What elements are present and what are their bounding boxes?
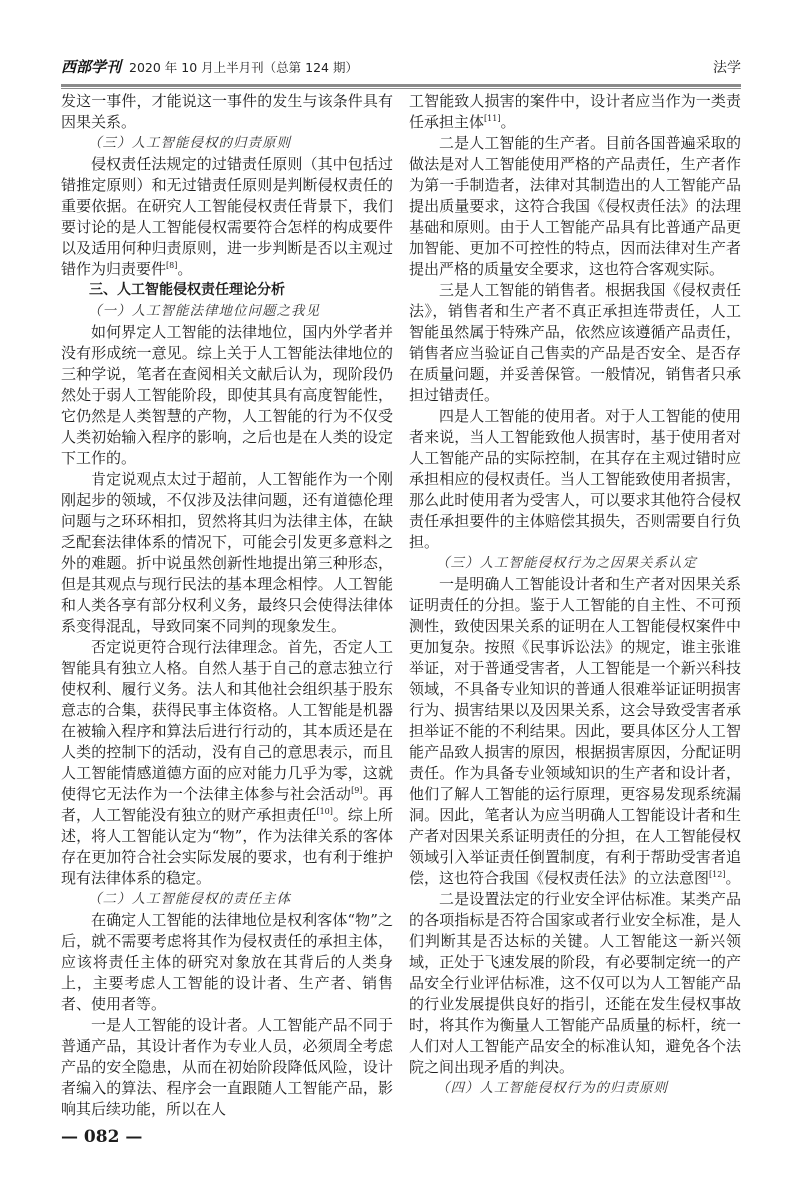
text-run: 。综上所述，将人工智能认定为“物”，作为法律关系的客体存在更加符合社会实际发展的要求，也有利于维护现有法律体系的稳定。 [61,806,393,887]
issue-info: 2020 年 10 月上半月刊（总第 124 期） [129,60,358,75]
paragraph [61,910,393,1015]
paragraph [409,406,741,553]
text-run: 。 [500,113,516,131]
text-run: 一是明确人工智能设计者和生产者对因果关系证明责任的分担。鉴于人工智能的自主性、不可预测性，致使因果关系的证明在人工智能侵权案件中更加复杂。按照《民事诉讼法》的规定，谁主张谁举证，对于普通受害者，人工智能是一个新兴科技领域，不具备专业知识的普通人很难举证证明损害行为、损害结果以及因果关系，这会导致受害者承担举证不能的不利结果。因此，要具体区分人工智能产品致人损害的原因，根据损害原因，分配证明责任。作为具备专业领域知识的生产者和设计者，他们了解人工智能的运行原理，更容易发现系统漏洞。因此，笔者认为应当明确人工智能设计者和生产者对因果关系证明责任的分担，在人工智能侵权领域引入举证责任倒置制度，有利于帮助受害者追偿，这也符合我国《侵权责任法》的立法意图 [409,575,741,887]
text-run: 否定说更符合现行法律理念。首先，否定人工智能具有独立人格。自然人基于自己的意志独立行使权利、履行义务。法人和其他社会组织基于股东意志的合集，获得民事主体资格。人工智能是机器在被输入程序和算法后进行行动的，其本质还是在人类的控制下的活动，没有自己的意思表示，而且人工智能情感道德方面的应对能力几乎为零，这就使得它无法作为一个法律主体参与社会活动 [61,638,393,803]
right-column [409,91,741,1099]
paragraph [409,133,741,280]
text-run: 三、人工智能侵权责任理论分析 [89,282,285,298]
citation-ref: [12] [709,870,726,879]
text-run: 如何界定人工智能的法律地位，国内外学者并没有形成统一意见。综上关于人工智能法律地位的三种学说，笔者在查阅相关文献后认为，现阶段仍然处于弱人工智能阶段，即使其具有高度智能性，它仍然是人类智慧的产物，人工智能的行为不仅受人类初始输入程序的影响，之后也是在人类的设定下工作的。 [61,323,393,467]
running-header [61,56,741,82]
text-run: （四）人工智能侵权行为的归责原则 [436,1080,668,1096]
subsection-heading [409,553,741,574]
citation-ref: [8] [166,261,178,270]
body-columns [61,91,741,1120]
text-run: （二）人工智能侵权的责任主体 [88,891,291,907]
paragraph [409,280,741,406]
section-label: 法学 [713,60,741,76]
paragraph [61,1015,393,1120]
journal-logo: 西部学刊 [61,58,122,76]
text-run: 工智能致人损害的案件中，设计者应当作为一类责任承担主体 [409,92,741,131]
left-column [61,91,393,1120]
text-run: 四是人工智能的使用者。对于人工智能的使用者来说，当人工智能致他人损害时，基于使用者对人工智能产品的实际控制，在其存在主观过错时应承担相应的侵权责任。当人工智能致使用者损害，那么此时使用者为受害人，可以要求其他符合侵权责任承担要件的主体赔偿其损失，否则需要自行负担。 [409,407,741,551]
text-run: （三）人工智能侵权行为之因果关系认定 [436,555,697,571]
text-run: 三是人工智能的销售者。根据我国《侵权责任法》，销售者和生产者不真正承担连带责任，人工智能虽然属于特殊产品，依然应该遵循产品责任，销售者应当验证自己售卖的产品是否安全、是否存在质量问题，并妥善保管。一般情况，销售者只承担过错责任。 [409,281,741,404]
text-run: 。再者，人工智能没有独立的财产承担责任 [61,785,393,824]
text-run: 肯定说观点太过于超前，人工智能作为一个刚刚起步的领域，不仅涉及法律问题，还有道德伦理问题与之环环相扣，贸然将其归为法律主体，在缺乏配套法律体系的情况下，可能会引发更多意料之外的难题。折中说虽然创新性地提出第三种形态，但是其观点与现行民法的基本理念相悖。人工智能和人类各享有部分权利义务，最终只会使得法律体系变得混乱，导致同案不同判的现象发生。 [61,470,393,635]
paragraph [409,574,741,889]
paragraph [61,154,393,280]
text-run: 一是人工智能的设计者。人工智能产品不同于普通产品，其设计者作为专业人员，必须周全考虑产品的安全隐患，从而在初始阶段降低风险，设计者编入的算法、程序会一直跟随人工智能产品，影响其后续功能，所以在人 [61,1016,393,1118]
paragraph [61,91,393,133]
text-run: 在确定人工智能的法律地位是权利客体“物”之后，就不需要考虑将其作为侵权责任的承担主体，应该将责任主体的研究对象放在其背后的人类身上，主要考虑人工智能的设计者、生产者、销售者、使用者等。 [61,911,393,1013]
paragraph [61,322,393,469]
paragraph [61,637,393,889]
citation-ref: [10] [316,807,333,816]
text-run: 二是人工智能的生产者。目前各国普遍采取的做法是对人工智能使用严格的产品责任，生产者作为第一手制造者，法律对其制造出的人工智能产品提出质量要求，这符合我国《侵权责任法》的法理基础和原则。由于人工智能产品具有比普通产品更加智能、更加不可控性的特点，因而法律对生产者提出严格的质量安全要求，这也符合客观实际。 [409,134,741,278]
subsection-heading [61,889,393,910]
text-run: 。 [177,260,193,278]
text-run: 。 [725,869,741,887]
subsection-heading [61,301,393,322]
header-rule-thin [61,88,741,89]
paragraph [61,469,393,637]
text-run: 二是设置法定的行业安全评估标准。某类产品的各项指标是否符合国家或者行业安全标准，是人们判断其是否达标的关键。人工智能这一新兴领域，正处于飞速发展的阶段，有必要制定统一的产品安全行业评估标准，这不仅可以为人工智能产品的行业发展提供良好的指引，还能在发生侵权事故时，将其作为衡量人工智能产品质量的标杆，统一人们对人工智能产品安全的标准认知，避免各个法院之间出现矛盾的判决。 [409,890,741,1076]
text-run: 发这一事件，才能说这一事件的发生与该条件具有因果关系。 [61,92,393,131]
paragraph [409,889,741,1078]
section-heading [61,280,393,301]
page-number: — 082 — [61,1127,143,1147]
citation-ref: [11] [484,114,501,123]
text-run: 侵权责任法规定的过错责任原则（其中包括过错推定原则）和无过错责任原则是判断侵权责任的重要依据。在研究人工智能侵权责任背景下，我们要讨论的是人工智能侵权需要符合怎样的构成要件以及适用何种归责原则，进一步判断是否以主观过错作为归责要件 [61,155,393,278]
subsection-heading [409,1078,741,1099]
subsection-heading [61,133,393,154]
text-run: （一）人工智能法律地位问题之我见 [88,303,320,319]
paragraph [409,91,741,133]
header-rule [61,84,741,87]
text-run: （三）人工智能侵权的归责原则 [88,135,291,151]
citation-ref: [9] [351,786,363,795]
